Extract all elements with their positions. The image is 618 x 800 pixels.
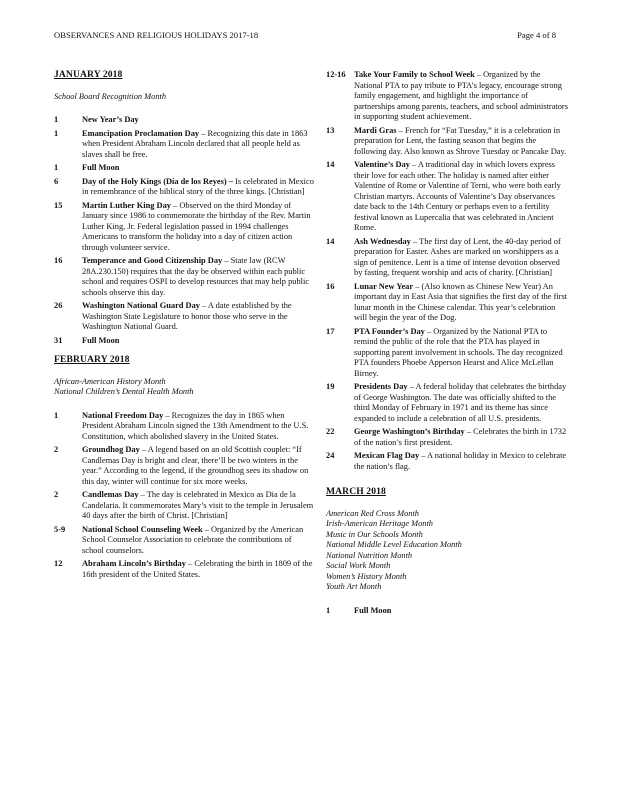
entry-name: Abraham Lincoln’s Birthday: [82, 559, 186, 568]
calendar-entry: [326, 451, 570, 472]
entry-date: 16: [54, 256, 63, 265]
entry-date: 12-16: [326, 70, 346, 79]
entry-description: – A traditional day in which lovers express their love for each other. The holiday is named after either Valentine of Rome or Valentine of Terni, who were both early Christian martyrs. Accounts of Valentine’s Day observances date back to the 14th Century or perhaps even to a fertility festival known as Lupercalia that was celebrated in Ancient Rome.: [354, 160, 561, 232]
entry-description: – Recognizing this date in 1863 when President Abraham Lincoln declared that all people held as slaves shall be free.: [82, 128, 308, 159]
entry-date: 1: [54, 410, 59, 420]
observance-month: American Red Cross Month: [326, 508, 419, 518]
entry-text: [82, 201, 314, 254]
entry-text: [82, 177, 314, 198]
entry-name: Full Moon: [82, 335, 120, 345]
entry-text: [82, 559, 314, 580]
entry-description: – A federal holiday that celebrates the birthday of George Washington. The date was officially shifted to the third Monday of February in 1971 and its theme has since expanded to include a celebration of all U.S. presidents.: [354, 382, 567, 423]
entry-date: 6: [54, 176, 59, 186]
entry-name: Presidents Day: [354, 382, 408, 391]
calendar-entry: [326, 237, 570, 279]
calendar-entry: [54, 115, 314, 126]
entry-description: – French for “Fat Tuesday,” it is a celebration in preparation for Lent, the fasting season that begins the following day. Also known as Shrove Tuesday or Pancake Day.: [354, 125, 567, 156]
entry-description: – Recognizes the day in 1865 when President Abraham Lincoln signed the 13th Amendment to the U.S. Constitution, which abolished slavery in the United States.: [82, 410, 309, 441]
entry-text: [354, 606, 570, 617]
entry-date: 24: [326, 451, 335, 460]
calendar-entry: [54, 411, 314, 443]
february-entries-right: [326, 70, 570, 472]
entry-name: PTA Founder’s Day: [354, 326, 425, 336]
entry-text: [354, 451, 570, 472]
calendar-entry: [54, 177, 314, 198]
entry-name: Full Moon: [82, 163, 120, 172]
march-entries: [326, 606, 570, 617]
observance-month: Music in Our Schools Month: [326, 529, 423, 539]
page-number: Page 4 of 8: [517, 30, 556, 40]
calendar-entry: [54, 559, 314, 580]
entry-text: [82, 163, 314, 174]
entry-date: 26: [54, 301, 63, 310]
january-observance-months: [54, 92, 314, 103]
calendar-entry: [326, 327, 570, 380]
entry-name: Valentine’s Day: [354, 160, 410, 169]
entry-name: National School Counseling Week: [82, 524, 203, 534]
entry-date: 1: [54, 128, 59, 138]
entry-date: 13: [326, 125, 335, 135]
right-column: [326, 70, 570, 619]
entry-text: [354, 427, 570, 448]
calendar-entry: [326, 126, 570, 158]
entry-name: Take Your Family to School Week: [354, 70, 475, 79]
calendar-entry: [54, 525, 314, 557]
left-column: [54, 70, 314, 583]
entry-text: [82, 336, 314, 347]
entry-description: – Organized by the National PTA to remind the public of the role that the PTA has played in supporting parent involvement in schools. The day recognized PTA founders Phoebe Apperson Hearst and Alice McLellan Birney.: [354, 326, 563, 378]
entry-date: 17: [326, 326, 335, 336]
entry-text: [82, 129, 314, 161]
entry-name: Mardi Gras: [354, 125, 397, 135]
entry-name: National Freedom Day: [82, 410, 164, 420]
month-title-march: MARCH 2018: [326, 486, 386, 497]
entry-date: 16: [326, 281, 335, 291]
entry-name: Temperance and Good Citizenship Day: [82, 256, 223, 265]
entry-text: [82, 525, 314, 557]
entry-name: Groundhog Day: [82, 445, 140, 454]
observance-month: Youth Art Month: [326, 582, 382, 591]
february-observance-months: [54, 377, 314, 398]
entry-date: 14: [326, 236, 335, 246]
entry-name: Full Moon: [354, 605, 392, 615]
entry-description: Is celebrated in Mexico in remembrance of the biblical story of the three kings. [Christian]: [82, 176, 314, 196]
entry-description: – A date established by the Washington State Legislature to honor those who serve in the Washington National Guard.: [82, 301, 292, 331]
entry-description: – The first day of Lent, the 40-day period of preparation for Easter. Ashes are marked on worshippers as a sign of penitence. Lent is a time of intense devotion observed by fasting, frequent worship and acts of charity. [Christian]: [354, 236, 561, 277]
entry-date: 2: [54, 445, 59, 454]
entry-description: – The day is celebrated in Mexico as Dia de la Candelaria. It commemorates Mary’s visit to the temple in Jerusalem 40 days after the birth of Christ. [Christian]: [82, 490, 314, 520]
calendar-entry: [54, 256, 314, 298]
entry-description: – A national holiday in Mexico to celebrate the nation’s flag.: [354, 451, 567, 471]
entry-text: [354, 160, 570, 234]
entry-description: – Organized by the American School Counselor Association to celebrate the contributions of school counselors.: [82, 524, 304, 555]
entry-text: [354, 237, 570, 279]
entry-text: [82, 490, 314, 522]
entry-name: Martin Luther King Day: [82, 200, 171, 210]
entry-description: – A legend based on an old Scottish couplet: “If Candlemas Day is bright and clear, there’ll be two winters in the year.” According to the legend, if the groundhog sees its shadow on this day, winter will continue for six more weeks.: [82, 445, 309, 486]
entry-name: Emancipation Proclamation Day: [82, 128, 200, 138]
entry-date: 1: [54, 163, 59, 172]
entry-description: – (Also known as Chinese New Year) An important day in East Asia that signifies the first day of the first lunar month in the Chinese calendar. This year’s celebration will begin the year of the Dog.: [354, 281, 568, 322]
entry-name: Ash Wednesday: [354, 236, 411, 246]
entry-date: 5-9: [54, 524, 66, 534]
calendar-entry: [54, 201, 314, 254]
january-entries: [54, 115, 314, 346]
month-title-february: FEBRUARY 2018: [54, 354, 130, 365]
entry-text: [82, 445, 314, 487]
observance-month: National Children’s Dental Health Month: [54, 387, 194, 396]
entry-name: Washington National Guard Day: [82, 301, 200, 310]
calendar-entry: [54, 336, 314, 347]
entry-text: [354, 126, 570, 158]
entry-date: 31: [54, 335, 63, 345]
entry-name: Candlemas Day: [82, 490, 139, 499]
entry-name: George Washington’s Birthday: [354, 427, 465, 436]
entry-description: – Celebrates the birth in 1732 of the nation’s first president.: [354, 427, 567, 447]
entry-text: [82, 256, 314, 298]
calendar-entry: [326, 606, 570, 617]
calendar-entry: [326, 160, 570, 234]
entry-text: [354, 282, 570, 324]
entry-description: – Observed on the third Monday of January since 1986 to commemorate the birthday of the Rev. Martin Luther King, Jr. Federal legislation passed in 1994 challenges Americans to transform the holiday into a day of citizen action through volunteer service.: [82, 200, 311, 252]
entry-name: New Year’s Day: [82, 115, 139, 124]
entry-date: 2: [54, 490, 59, 499]
observance-month: National Middle Level Education Month: [326, 540, 462, 549]
entry-name: Lunar New Year: [354, 281, 414, 291]
entry-name: Mexican Flag Day: [354, 451, 420, 460]
february-entries-left: [54, 411, 314, 581]
calendar-entry: [54, 445, 314, 487]
entry-text: [82, 411, 314, 443]
observance-month: National Nutrition Month: [326, 550, 413, 560]
entry-description: – State law (RCW 28A.230.150) requires that the day be observed within each public school and requires OSPI to develop resources that may help public schools observe this day.: [82, 256, 310, 297]
observance-month: Social Work Month: [326, 561, 391, 570]
observance-month: African-American History Month: [54, 376, 166, 386]
entry-name: Day of the Holy Kings (Día de los Reyes) –: [82, 176, 233, 186]
entry-date: 15: [54, 200, 63, 210]
entry-text: [354, 70, 570, 123]
calendar-entry: [54, 490, 314, 522]
calendar-entry: [54, 129, 314, 161]
entry-date: 14: [326, 160, 335, 169]
entry-text: [82, 301, 314, 333]
calendar-entry: [54, 163, 314, 174]
observance-month: School Board Recognition Month: [54, 91, 167, 101]
entry-text: [82, 115, 314, 126]
entry-date: 22: [326, 427, 335, 436]
calendar-entry: [54, 301, 314, 333]
calendar-entry: [326, 282, 570, 324]
header-title: OBSERVANCES AND RELIGIOUS HOLIDAYS 2017-18: [54, 30, 259, 40]
observance-month: Irish-American Heritage Month: [326, 519, 433, 528]
march-observance-months: [326, 509, 570, 593]
entry-description: – Celebrating the birth in 1809 of the 16th president of the United States.: [82, 559, 313, 579]
calendar-entry: [326, 382, 570, 424]
entry-date: 19: [326, 382, 335, 391]
entry-description: – Organized by the National PTA to pay tribute to PTA’s legacy, encourage strong family engagement, and highlight the importance of partnerships among parents, teachers, and school administrators in supporting student achievement.: [354, 70, 568, 121]
entry-date: 12: [54, 559, 63, 568]
entry-date: 1: [326, 605, 331, 615]
entry-text: [354, 382, 570, 424]
observance-month: Women’s History Month: [326, 571, 407, 581]
month-title-january: JANUARY 2018: [54, 69, 123, 80]
entry-date: 1: [54, 115, 59, 124]
entry-text: [354, 327, 570, 380]
calendar-entry: [326, 70, 570, 123]
calendar-entry: [326, 427, 570, 448]
